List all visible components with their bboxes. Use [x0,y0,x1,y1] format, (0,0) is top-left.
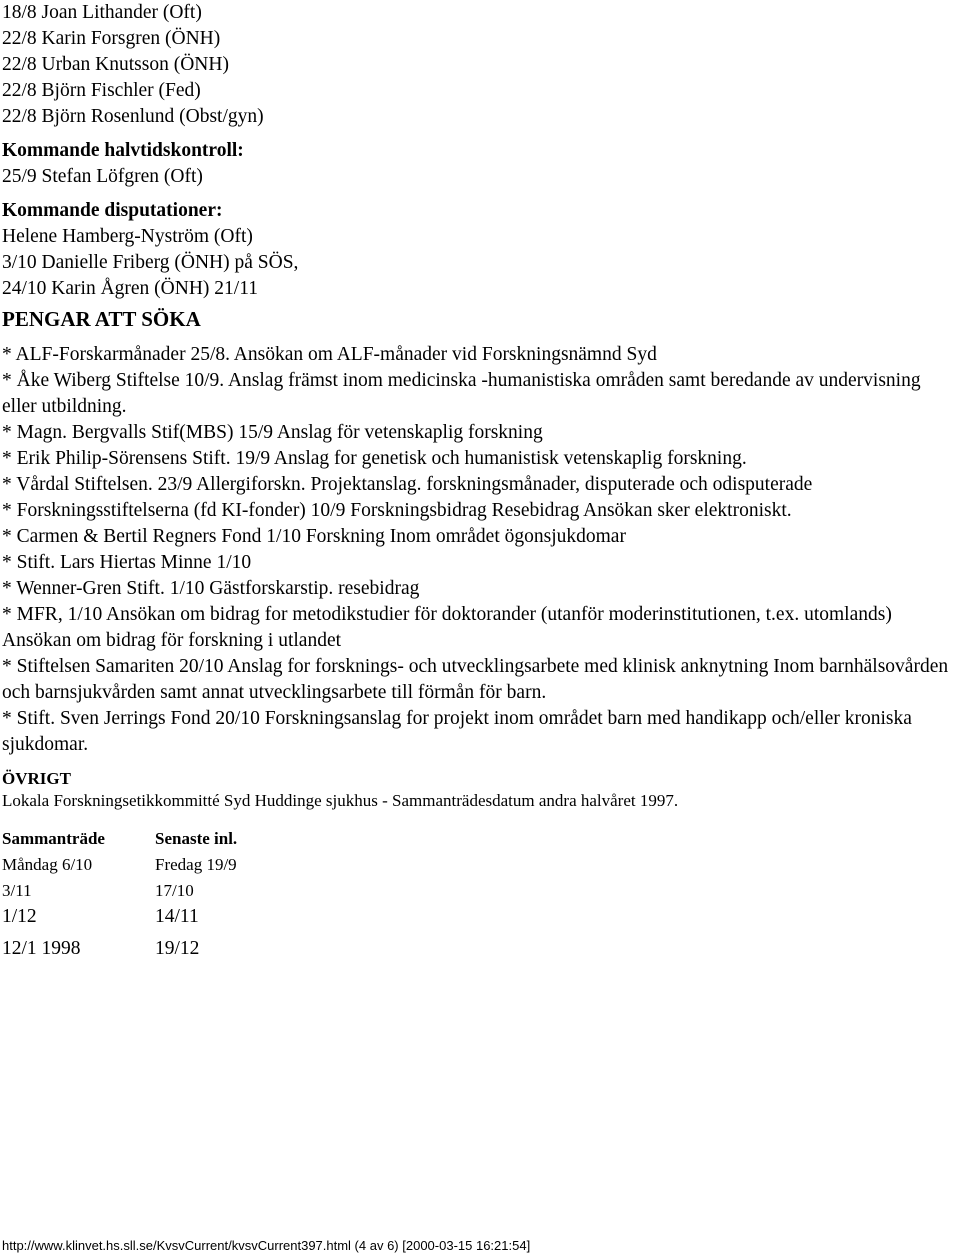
table-cell: 19/12 [155,938,200,959]
disputation-item: Helene Hamberg-Nyström (Oft) [2,226,253,247]
grant-item: * Forskningsstiftelserna (fd KI-fonder) 10/9 Forskningsbidrag Resebidrag Ansökan sker elektroniskt. [2,500,792,521]
table-row [2,936,237,968]
event-item: 22/8 Björn Fischler (Fed) [2,80,201,101]
grant-item: * MFR, 1/10 Ansökan om bidrag for metodikstudier för doktorander (utanför moderinstitutionen, t.ex. utomlands) [2,604,892,625]
grant-item: * Stift. Sven Jerrings Fond 20/10 Forskningsanslag for projekt inom området barn med handikapp och/eller kroniska sjukdomar. [2,708,912,755]
grant-item: Ansökan om bidrag för forskning i utlandet [2,630,342,651]
grant-item: * Magn. Bergvalls Stif(MBS) 15/9 Anslag för vetenskaplig forskning [2,422,543,443]
document-page [2,0,958,968]
table-cell: 12/1 1998 [2,938,81,959]
disputationer-heading: Kommande disputationer: [2,200,223,221]
table-row [2,904,237,936]
grant-item: * Stiftelsen Samariten 20/10 Anslag for forsknings- och utvecklingsarbete med klinisk anknytning Inom barnhälsovården och barnsjukvården samt annat utvecklingsarbete till förmån för barn. [2,656,949,703]
column-header-deadline: Senaste inl. [155,829,238,848]
table-cell: Fredag 19/9 [155,855,237,874]
grant-item: * Erik Philip-Sörensens Stift. 19/9 Anslag for genetisk och humanistisk vetenskaplig forskning. [2,448,747,469]
table-row [2,852,237,878]
event-item: 22/8 Karin Forsgren (ÖNH) [2,28,221,49]
halvtid-section [2,138,958,190]
grant-item: * Carmen & Bertil Regners Fond 1/10 Forskning Inom området ögonsjukdomar [2,526,626,547]
grant-item: * ALF-Forskarmånader 25/8. Ansökan om ALF-månader vid Forskningsnämnd Syd [2,344,657,365]
table-cell: 1/12 [2,906,37,927]
grant-item: * Wenner-Gren Stift. 1/10 Gästforskarstip. resebidrag [2,578,420,599]
pengar-heading: PENGAR ATT SÖKA [2,307,201,331]
grant-item: * Åke Wiberg Stiftelse 10/9. Anslag främst inom medicinska -humanistiska områden samt beredande av undervisning eller utbildning. [2,370,921,417]
disputation-item: 3/10 Danielle Friberg (ÖNH) på SÖS, [2,252,299,273]
table-cell: Måndag 6/10 [2,855,93,874]
event-list [2,0,958,130]
table-cell: 14/11 [155,906,199,927]
table-cell: 3/11 [2,881,32,900]
disputationer-section [2,198,958,302]
grant-item: * Stift. Lars Hiertas Minne 1/10 [2,552,252,573]
grant-item: * Vårdal Stiftelsen. 23/9 Allergiforskn. Projektanslag. forskningsmånader, disputerade och odisputerade [2,474,813,495]
column-header-meeting: Sammanträde [2,829,105,848]
disputation-item: 24/10 Karin Ågren (ÖNH) 21/11 [2,278,258,299]
event-item: 18/8 Joan Lithander (Oft) [2,2,202,23]
halvtid-heading: Kommande halvtidskontroll: [2,140,244,161]
halvtid-item: 25/9 Stefan Löfgren (Oft) [2,166,203,187]
ovrigt-heading: ÖVRIGT [2,769,71,788]
pengar-section [2,306,958,758]
table-row [2,878,237,904]
footer-url: http://www.klinvet.hs.sll.se/KvsvCurrent/kvsvCurrent397.html (4 av 6) [2000-03-15 16:21:54] [2,1238,531,1253]
ovrigt-text: Lokala Forskningsetikkommitté Syd Huddinge sjukhus - Sammanträdesdatum andra halvåret 1997. [2,791,679,810]
meeting-schedule-table [2,826,237,968]
event-item: 22/8 Urban Knutsson (ÖNH) [2,54,229,75]
ovrigt-section [2,768,958,968]
event-item: 22/8 Björn Rosenlund (Obst/gyn) [2,106,264,127]
table-cell: 17/10 [155,881,194,900]
table-header-row [2,826,237,852]
